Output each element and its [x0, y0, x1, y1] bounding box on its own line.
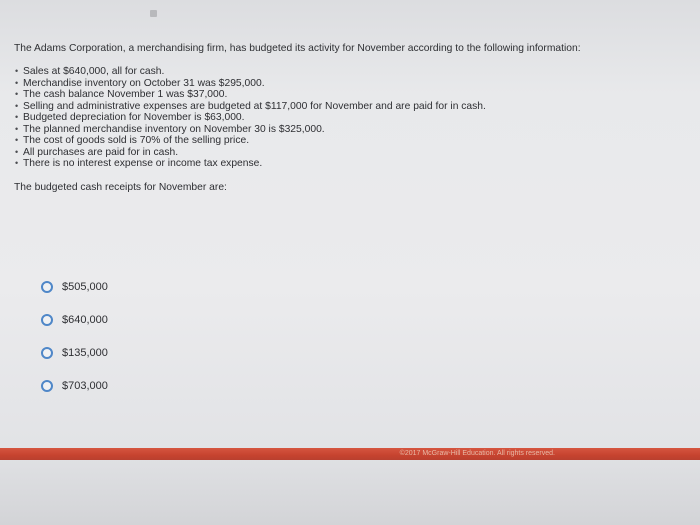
- question-block: [14, 43, 654, 194]
- answer-option-label[interactable]: $135,000: [62, 347, 108, 359]
- fact-item: • Merchandise inventory on October 31 was $295,000.: [14, 78, 654, 90]
- answer-option-a[interactable]: [41, 277, 108, 297]
- answer-option-b[interactable]: [41, 310, 108, 330]
- fact-item: • There is no interest expense or income tax expense.: [14, 158, 654, 170]
- fact-item: • Sales at $640,000, all for cash.: [14, 66, 654, 78]
- question-intro: The Adams Corporation, a merchandising firm, has budgeted its activity for November according to the following information:: [14, 43, 581, 54]
- fact-item: • The cost of goods sold is 70% of the selling price.: [14, 135, 654, 147]
- fact-item: • The cash balance November 1 was $37,000.: [14, 89, 654, 101]
- answer-option-d[interactable]: [41, 376, 108, 396]
- radio-button-icon[interactable]: [41, 314, 53, 326]
- bottom-area: [0, 460, 700, 525]
- answer-options: [41, 277, 108, 409]
- facts-list: [14, 66, 654, 170]
- answer-option-label[interactable]: $640,000: [62, 314, 108, 326]
- copyright-text: ©2017 McGraw-Hill Education. All rights reserved.: [399, 450, 555, 457]
- radio-button-icon[interactable]: [41, 380, 53, 392]
- answer-option-c[interactable]: [41, 343, 108, 363]
- radio-button-icon[interactable]: [41, 281, 53, 293]
- answer-option-label[interactable]: $703,000: [62, 380, 108, 392]
- fact-item: • All purchases are paid for in cash.: [14, 147, 654, 159]
- radio-button-icon[interactable]: [41, 347, 53, 359]
- fact-item: • Budgeted depreciation for November is $63,000.: [14, 112, 654, 124]
- fact-item: • The planned merchandise inventory on November 30 is $325,000.: [14, 124, 654, 136]
- tab-indicator: [150, 10, 157, 17]
- answer-option-label[interactable]: $505,000: [62, 281, 108, 293]
- question-prompt: The budgeted cash receipts for November are:: [14, 181, 227, 193]
- footer-bar: [0, 448, 700, 460]
- fact-item: • Selling and administrative expenses are budgeted at $117,000 for November and are paid for in cash.: [14, 101, 654, 113]
